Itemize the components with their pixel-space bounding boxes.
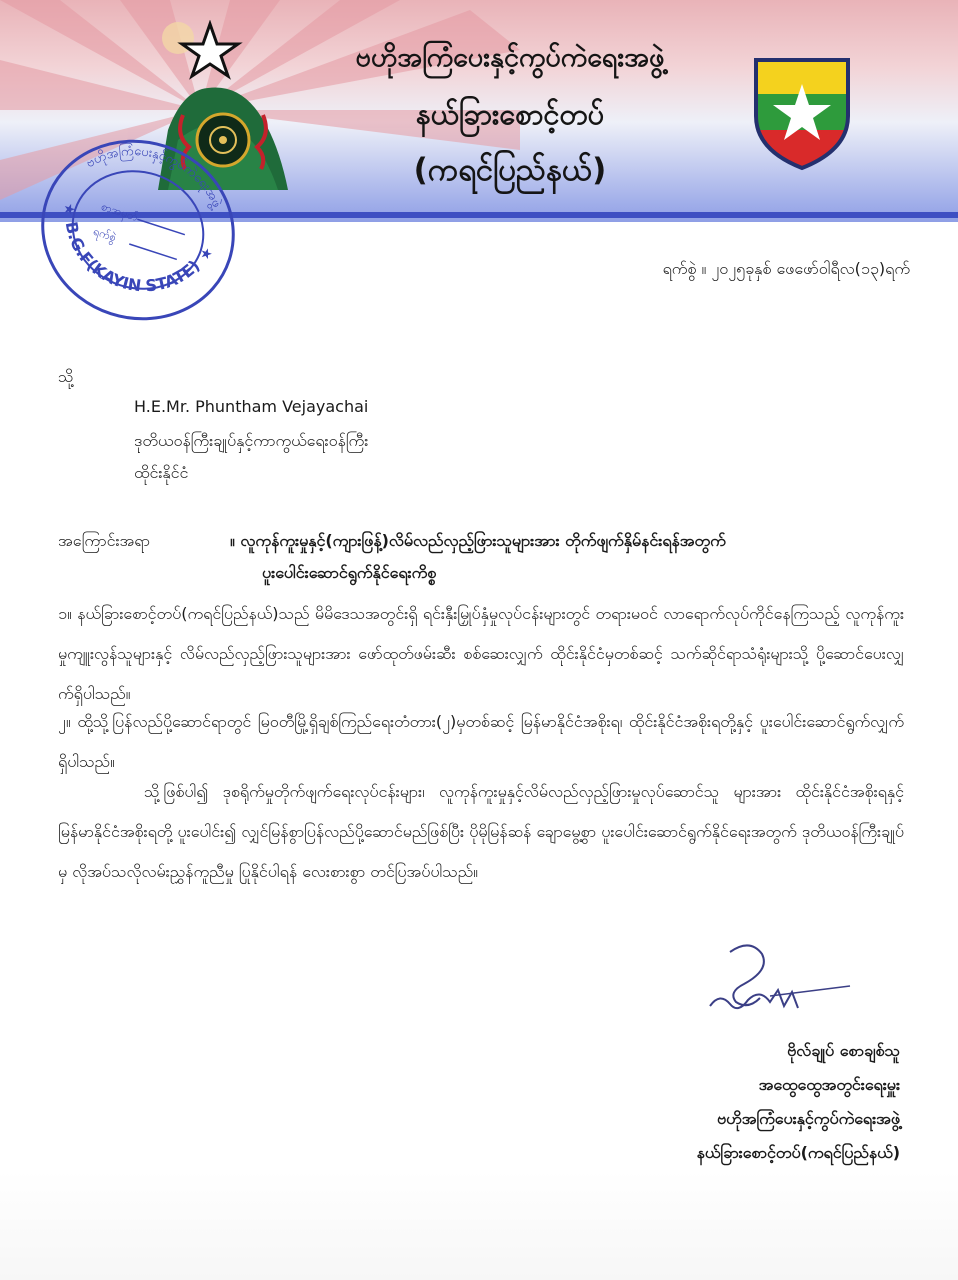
subject-label: အကြောင်းအရာ xyxy=(58,531,150,550)
subject-line-2: ပူးပေါင်းဆောင်ရွက်နိုင်ရေးကိစ္စ xyxy=(262,563,437,582)
page-bottom-margin xyxy=(0,1170,958,1280)
paragraph-2: ၂။ ထို့သို့ပြန်လည်ပို့ဆောင်ရာတွင် မြဝတီမြို့ရှိချစ်ကြည်ရေးတံတား(၂)မှတစ်ဆင့် မြန်မာနိုင်ငံအစိုးရ၊ ထိုင်းနိုင်ငံအစိုးရတို့နှင့် ပူးပေါင်းဆောင်ရွက်လျှက်ရှိပါသည်။ xyxy=(58,712,904,771)
paragraph-3: သို့ဖြစ်ပါ၍ ဒုစရိုက်မှုတိုက်ဖျက်ရေးလုပ်ငန်းများ၊ လူကုန်ကူးမှုနှင့်လိမ်လည်လှည့်ဖြားမှုလုပ်ဆောင်သူ များအား ထိုင်းနိုင်ငံအစိုးရနှင့်မြန်မာနိုင်ငံအစိုးရတို့ ပူးပေါင်း၍ လျှင်မြန်စွာပြန်လည်ပို့ဆောင်မည်ဖြစ်ပြီး ပိုမိုမြန်ဆန် ချောမွေ့စွာ ပူးပေါင်းဆောင်ရွက်နိုင်ရေးအတွက် ဒုတိယဝန်ကြီးချုပ်မှ လိုအပ်သလိုလမ်းညွှန်ကူညီမှု ပြုနိုင်ပါရန် လေးစားစွာ တင်ပြအပ်ပါသည်။ xyxy=(58,782,904,881)
header-line-2: နယ်ခြားစောင့်တပ် xyxy=(415,97,605,131)
subject-line-1: ။ လူကုန်ကူးမှုနှင့်(ကျားဖြန့်)လိမ်လည်လှည့်ဖြားသူများအား တိုက်ဖျက်နှိမ်နင်းရန်အတွက် xyxy=(230,531,726,550)
recipient-name: H.E.Mr. Phuntham Vejayachai xyxy=(134,397,369,416)
svg-text:★: ★ xyxy=(60,200,78,220)
header-line-1: ဗဟိုအကြံပေးနှင့်ကွပ်ကဲရေးအဖွဲ့ xyxy=(355,42,665,73)
stamp-line-a: စာအမှတ် xyxy=(99,199,140,224)
recipient-country: ထိုင်းနိုင်ငံ xyxy=(134,463,189,482)
army-shield-icon xyxy=(750,54,854,172)
stamp-outer-text: ဗဟိုအကြံပေးနှင့်ကွပ်ကဲရေးအဖွဲ့ xyxy=(83,143,225,210)
paragraph-1: ၁။ နယ်ခြားစောင့်တပ်(ကရင်ပြည်နယ်)သည် မိမိဒေသအတွင်းရှိ ရင်းနှီးမြှုပ်နှံမှုလုပ်ငန်းများတွင် တရားမဝင် လာရောက်လုပ်ကိုင်နေကြသည့် လူကုန်ကူးမှုကျူးလွန်သူများနှင့် လိမ်လည်လှည့်ဖြားသူများအား ဖော်ထုတ်ဖမ်းဆီး စစ်ဆေးလျှက် ထိုင်းနိုင်ငံမှတစ်ဆင့် သက်ဆိုင်ရာသံရုံးများသို့ ပို့ဆောင်ပေးလျှက်ရှိပါသည်။ xyxy=(58,604,904,703)
signatory-position: အထွေထွေအတွင်းရေးမှူး xyxy=(758,1075,900,1094)
svg-text:★: ★ xyxy=(197,244,215,264)
to-label: သို့ xyxy=(58,367,74,386)
signatory-name: ဗိုလ်ချုပ် စောချစ်သူ xyxy=(787,1041,900,1060)
stamp-line-b: ရက်စွဲ xyxy=(91,224,118,245)
header-line-3: (ကရင်ပြည်နယ်) xyxy=(413,152,607,188)
official-stamp xyxy=(34,132,242,328)
signatory-org-1: ဗဟိုအကြံပေးနှင့်ကွပ်ကဲရေးအဖွဲ့ xyxy=(716,1109,900,1128)
stamp-bottom-text: B.G.F(KAYIN STATE) xyxy=(61,220,204,296)
recipient-title: ဒုတိယဝန်ကြီးချုပ်နှင့်ကာကွယ်ရေးဝန်ကြီး xyxy=(134,431,369,450)
svg-text:B.G.F(KAYIN STATE) xyxy=(47,215,206,314)
reference-date-line: ရက်စွဲ ။ ၂၀၂၅ခုနှစ် ဖေဖော်ဝါရီလ(၁၃)ရက် xyxy=(662,259,910,278)
signatory-org-2: နယ်ခြားစောင့်တပ်(ကရင်ပြည်နယ်) xyxy=(696,1143,900,1162)
handwritten-signature xyxy=(700,940,870,1030)
